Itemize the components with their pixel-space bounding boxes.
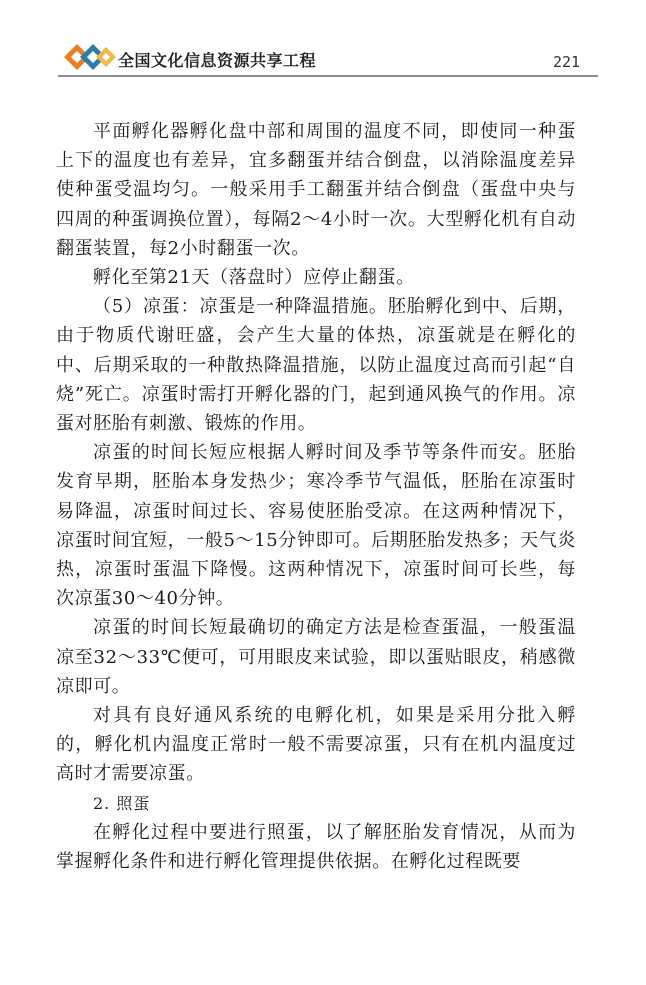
- paragraph: 凉蛋的时间长短应根据人孵时间及季节等条件而安。胚胎发育早期，胚胎本身发热少；寒冷季节气温低，胚胎在凉蛋时易降温，凉蛋时间过长、容易使胚胎受凉。在这两种情况下，凉蛋时间宜短，一般5～15分钟即可。后期胚胎发热多；天气炎热，凉蛋时蛋温下降慢。这两种情况下，凉蛋时间可长些，每次凉蛋30～40分钟。: [56, 442, 576, 610]
- header-divider: [58, 75, 598, 77]
- paragraph: 凉蛋的时间长短最确切的确定方法是检查蛋温，一般蛋温凉至32～33℃便可，可用眼皮来试验，即以蛋贴眼皮，稍感微凉即可。: [56, 617, 576, 697]
- paragraph: 在孵化过程中要进行照蛋，以了解胚胎发育情况，从而为掌握孵化条件和进行孵化管理提供依据。在孵化过程既要: [56, 821, 576, 873]
- paragraph: 对具有良好通风系统的电孵化机，如果是采用分批入孵的，孵化机内温度正常时一般不需要凉蛋，只有在机内温度过高时才需要凉蛋。: [56, 705, 576, 785]
- paragraph: 孵化至第21天（落盘时）应停止翻蛋。: [93, 267, 415, 289]
- section-heading: 2. 照蛋: [93, 793, 151, 813]
- page-content: [56, 117, 576, 876]
- header-title: 全国文化信息资源共享工程: [118, 51, 317, 70]
- paragraph: （5）凉蛋：凉蛋是一种降温措施。胚胎孵化到中、后期，由于物质代谢旺盛，会产生大量的体热，凉蛋就是在孵化的中、后期采取的一种散热降温措施，以防止温度过高而引起“自烧”死亡。凉蛋时需打开孵化器的门，起到通风换气的作用。凉蛋对胚胎有刺激、锻炼的作用。: [56, 296, 576, 435]
- page-number: 221: [553, 53, 581, 71]
- page-header: [0, 0, 646, 80]
- paragraph: 平面孵化器孵化盘中部和周围的温度不同，即使同一种蛋上下的温度也有差异，宜多翻蛋并结合倒盘，以消除温度差异使种蛋受温均匀。一般采用手工翻蛋并结合倒盘（蛋盘中央与四周的种蛋调换位置），每隔2～4小时一次。大型孵化机有自动翻蛋装置，每2小时翻蛋一次。: [56, 121, 576, 259]
- logo-icon: [62, 42, 122, 72]
